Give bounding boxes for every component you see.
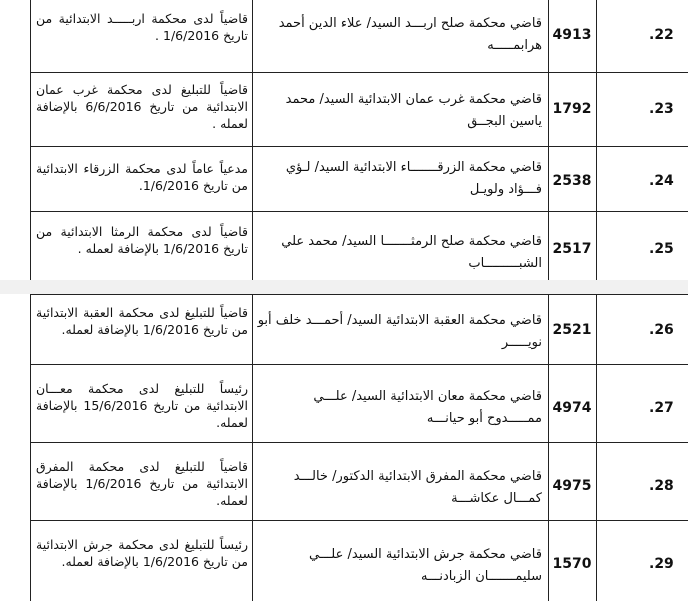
judge-id: 1570 bbox=[552, 556, 592, 572]
judge-id: 2538 bbox=[552, 173, 592, 189]
judge-name: قاضي محكمة صلح الرمثـــــــا السيد/ محمد علي الشبـــــــــاب bbox=[281, 234, 542, 271]
judge-name: قاضي محكمة صلح اربـــد السيد/ علاء الدين أحمد هرابمـــــه bbox=[278, 16, 542, 53]
new-position: قاضياً لدى محكمة اربـــــد الابتدائية من تاريخ 1/6/2016 . bbox=[36, 11, 248, 43]
new-position: رئيساً للتبليغ لدى محكمة جرش الابتدائية من تاريخ 1/6/2016 بالإضافة لعمله. bbox=[36, 537, 248, 569]
judge-name: قاضي محكمة جرش الابتدائية السيد/ علـــي سليمـــــــان الزبادنـــه bbox=[309, 547, 542, 584]
new-position: قاضياً للتبليغ لدى محكمة العقبة الابتدائية من تاريخ 1/6/2016 بالإضافة لعمله. bbox=[36, 305, 248, 337]
page-break bbox=[0, 280, 688, 294]
new-position: مدعياً عاماً لدى محكمة الزرقاء الابتدائية من تاريخ 1/6/2016. bbox=[36, 161, 248, 193]
row-number: .29 bbox=[649, 556, 674, 572]
table-row bbox=[0, 211, 688, 280]
row-number: .22 bbox=[649, 27, 674, 43]
table-row bbox=[0, 0, 688, 72]
judge-id: 1792 bbox=[552, 101, 592, 117]
table-block-lower bbox=[0, 294, 688, 601]
row-number: .25 bbox=[649, 241, 674, 257]
judge-id: 4975 bbox=[552, 478, 592, 494]
table-row bbox=[0, 520, 688, 601]
new-position: قاضياً لدى محكمة الرمثا الابتدائية من تاريخ 1/6/2016 بالإضافة لعمله . bbox=[36, 224, 248, 256]
new-position: قاضياً للتبليغ لدى محكمة المفرق الابتدائية من تاريخ 1/6/2016 بالإضافة لعمله. bbox=[36, 459, 248, 508]
new-position: رئيساً للتبليغ لدى محكمة معـــان الابتدائية من تاريخ 15/6/2016 بالإضافة لعمله. bbox=[36, 381, 248, 430]
table-row bbox=[0, 146, 688, 211]
row-number: .27 bbox=[649, 400, 674, 416]
judge-name: قاضي محكمة معان الابتدائية السيد/ علـــي ممـــــدوح أبو حيانـــه bbox=[313, 389, 542, 426]
judge-name: قاضي محكمة المفرق الابتدائية الدكتور/ خالـــد كمـــال عكاشـــة bbox=[293, 469, 542, 506]
table-row bbox=[0, 294, 688, 364]
table-block-upper bbox=[0, 0, 688, 280]
row-number: .28 bbox=[649, 478, 674, 494]
new-position: قاضياً للتبليغ لدى محكمة غرب عمان الابتدائية من تاريخ 6/6/2016 بالإضافة لعمله . bbox=[36, 82, 248, 131]
row-number: .26 bbox=[649, 322, 674, 338]
judge-id: 4974 bbox=[552, 400, 592, 416]
table-row bbox=[0, 442, 688, 520]
judge-name: قاضي محكمة العقبة الابتدائية السيد/ أحمـــد خلف أبو نويـــــر bbox=[257, 313, 542, 350]
table-row bbox=[0, 364, 688, 442]
judge-name: قاضي محكمة الزرقـــــــاء الابتدائية السيد/ لـؤي فـــؤاد ولويـل bbox=[285, 160, 542, 197]
row-number: .24 bbox=[649, 173, 674, 189]
judge-id: 4913 bbox=[552, 27, 592, 43]
judge-id: 2517 bbox=[552, 241, 592, 257]
judge-name: قاضي محكمة غرب عمان الابتدائية السيد/ محمد ياسين البجــق bbox=[285, 92, 542, 129]
judge-id: 2521 bbox=[552, 322, 592, 338]
row-number: .23 bbox=[649, 101, 674, 117]
table-row bbox=[0, 72, 688, 146]
